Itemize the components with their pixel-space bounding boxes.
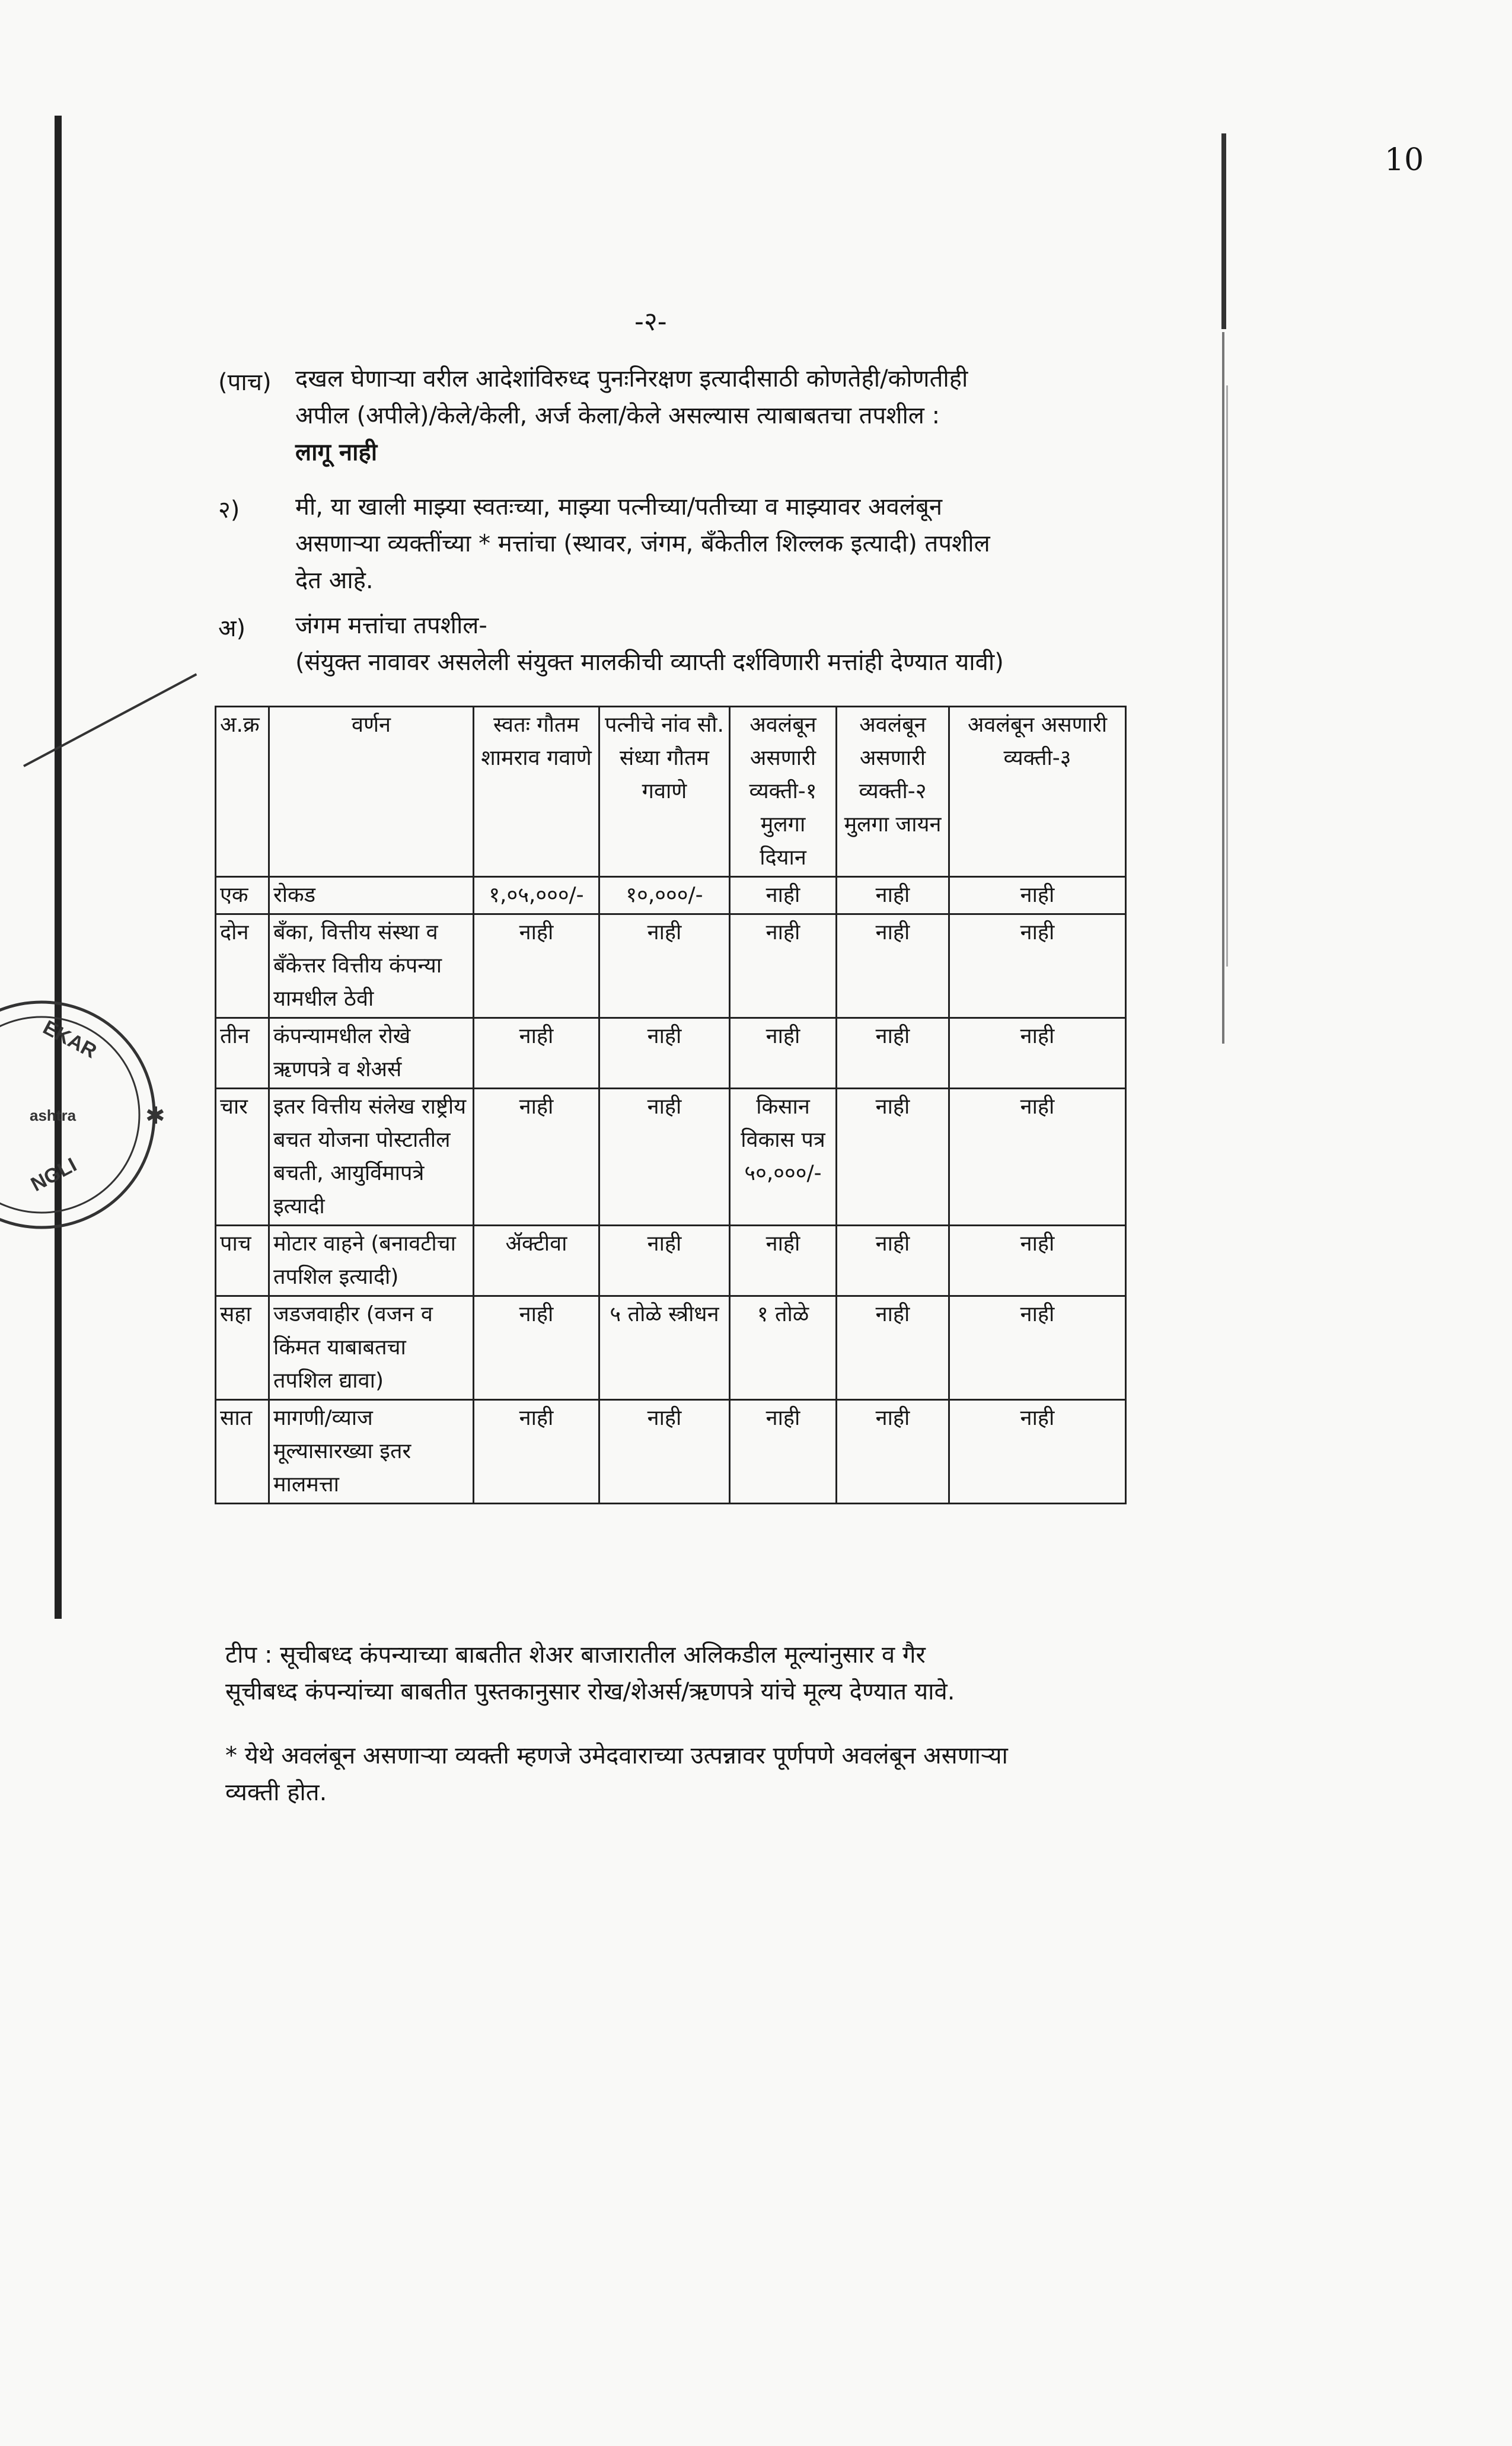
cell-serial: सात (216, 1400, 269, 1504)
cell-dependent-2: नाही (837, 1018, 949, 1089)
cell-serial: सहा (216, 1296, 269, 1400)
table-row (216, 877, 1126, 914)
cell-spouse: नाही (599, 1089, 730, 1226)
cell-dependent-1: किसान विकास पत्र ५०,०००/- (730, 1089, 837, 1226)
section-2-text (295, 489, 990, 599)
cell-dependent-2: नाही (837, 1226, 949, 1296)
cell-serial: चार (216, 1089, 269, 1226)
cell-dependent-1: नाही (730, 1226, 837, 1296)
svg-text:✱: ✱ (145, 1102, 165, 1130)
cell-dependent-3: नाही (949, 1296, 1126, 1400)
seal-text-bottom: NGLI (27, 1153, 81, 1197)
col-header-serial: अ.क्र (216, 707, 269, 877)
cell-serial: दोन (216, 914, 269, 1018)
cell-description: बँका, वित्तीय संस्था व बँकेत्तर वित्तीय कंपन्या यामधील ठेवी (269, 914, 474, 1018)
table-row (216, 1226, 1126, 1296)
cell-self: नाही (474, 1400, 599, 1504)
scan-edge-left (55, 116, 62, 1619)
seal-text-top: EKAR (39, 1016, 101, 1063)
cell-description: कंपन्यामधील रोखे ऋणपत्रे व शेअर्स (269, 1018, 474, 1089)
page-marker: -२- (634, 307, 667, 337)
section-paach-text (295, 361, 968, 471)
note-dependent-definition (225, 1737, 1127, 1811)
section-2-line-3: देत आहे. (295, 567, 374, 594)
note-dependent-line-2: व्यक्ती होत. (225, 1779, 327, 1806)
cell-dependent-2: नाही (837, 1089, 949, 1226)
col-header-self: स्वतः गौतम शामराव गवाणे (474, 707, 599, 877)
cell-description: जडजवाहीर (वजन व किंमत याबाबतचा तपशिल द्यावा) (269, 1296, 474, 1400)
page-number: 10 (1385, 142, 1424, 178)
table-row (216, 914, 1126, 1018)
cell-dependent-2: नाही (837, 877, 949, 914)
cell-spouse: नाही (599, 1400, 730, 1504)
note-dependent-line-1: * येथे अवलंबून असणाऱ्या व्यक्ती म्हणजे उमेदवाराच्या उत्पन्नावर पूर्णपणे अवलंबून असणाऱ्या (225, 1742, 1008, 1769)
table-row (216, 1018, 1126, 1089)
cell-dependent-3: नाही (949, 1226, 1126, 1296)
scan-edge-right-thin (1222, 332, 1224, 1044)
section-paach-line-1: दखल घेणाऱ्या वरील आदेशांविरुध्द पुनःनिरक्षण इत्यादीसाठी कोणतेही/कोणतीही (295, 365, 968, 393)
cell-self: ॲक्टीवा (474, 1226, 599, 1296)
note-tip-line-1: टीप : सूचीबध्द कंपन्याच्या बाबतीत शेअर बाजारातील अलिकडील मूल्यांनुसार व गैर (225, 1641, 926, 1669)
cell-description: मागणी/व्याज मूल्यासारख्या इतर मालमत्ता (269, 1400, 474, 1504)
cell-self: १,०५,०००/- (474, 877, 599, 914)
cell-dependent-3: नाही (949, 877, 1126, 914)
section-2-marker: २) (218, 496, 240, 524)
scan-edge-right-faint (1226, 385, 1228, 967)
cell-dependent-1: नाही (730, 914, 837, 1018)
cell-dependent-3: नाही (949, 1400, 1126, 1504)
col-header-dependent-2: अवलंबून असणारी व्यक्ती-२ मुलगा जायन (837, 707, 949, 877)
movable-assets-table (215, 706, 1127, 1504)
section-a-title: जंगम मत्तांचा तपशील- (295, 612, 487, 639)
cell-dependent-1: नाही (730, 877, 837, 914)
cell-spouse: नाही (599, 914, 730, 1018)
col-header-spouse: पत्नीचे नांव सौ. संध्या गौतम गवाणे (599, 707, 730, 877)
cell-dependent-3: नाही (949, 914, 1126, 1018)
scan-edge-right (1221, 133, 1226, 329)
col-header-dependent-1: अवलंबून असणारी व्यक्ती-१ मुलगा दियान (730, 707, 837, 877)
cell-description: मोटार वाहने (बनावटीचा तपशिल इत्यादी) (269, 1226, 474, 1296)
cell-self: नाही (474, 1089, 599, 1226)
note-tip-line-2: सूचीबध्द कंपन्यांच्या बाबतीत पुस्तकानुसार रोख/शेअर्स/ऋणपत्रे यांचे मूल्य देण्यात यावे. (225, 1678, 955, 1705)
section-2-line-2: असणाऱ्या व्यक्तींच्या * मत्तांचा (स्थावर, जंगम, बँकेतील शिल्लक इत्यादी) तपशील (295, 530, 990, 557)
cell-dependent-1: १ तोळे (730, 1296, 837, 1400)
cell-spouse: नाही (599, 1226, 730, 1296)
cell-dependent-1: नाही (730, 1018, 837, 1089)
table-row (216, 1296, 1126, 1400)
cell-dependent-2: नाही (837, 914, 949, 1018)
scan-diagonal-line (23, 673, 197, 767)
cell-self: नाही (474, 914, 599, 1018)
col-header-dependent-3: अवलंबून असणारी व्यक्ती-३ (949, 707, 1126, 877)
cell-dependent-1: नाही (730, 1400, 837, 1504)
note-tip (225, 1637, 1127, 1710)
cell-spouse: ५ तोळे स्त्रीधन (599, 1296, 730, 1400)
cell-self: नाही (474, 1296, 599, 1400)
table-header-row (216, 707, 1126, 877)
cell-dependent-2: नाही (837, 1296, 949, 1400)
col-header-description: वर्णन (269, 707, 474, 877)
cell-self: नाही (474, 1018, 599, 1089)
cell-dependent-2: नाही (837, 1400, 949, 1504)
section-paach-answer: लागू नाही (295, 439, 378, 466)
official-seal (18, 996, 165, 1233)
section-a-text (295, 607, 1004, 681)
cell-spouse: नाही (599, 1018, 730, 1089)
section-a-subtitle: (संयुक्त नावावर असलेली संयुक्त मालकीची व्याप्ती दर्शविणारी मत्तांही देण्यात यावी) (295, 649, 1004, 676)
section-a-marker: अ) (218, 615, 246, 642)
cell-serial: एक (216, 877, 269, 914)
cell-description: इतर वित्तीय संलेख राष्ट्रीय बचत योजना पोस्टातील बचती, आयुर्विमापत्रे इत्यादी (269, 1089, 474, 1226)
cell-description: रोकड (269, 877, 474, 914)
table-row (216, 1089, 1126, 1226)
section-paach-marker: (पाच) (218, 369, 272, 396)
section-paach-line-2: अपील (अपीले)/केले/केली, अर्ज केला/केले असल्यास त्याबाबतचा तपशील : (295, 402, 940, 429)
table-row (216, 1400, 1126, 1504)
seal-text-mid: ashtra (30, 1106, 76, 1124)
cell-serial: तीन (216, 1018, 269, 1089)
cell-dependent-3: नाही (949, 1018, 1126, 1089)
cell-serial: पाच (216, 1226, 269, 1296)
section-2-line-1: मी, या खाली माझ्या स्वतःच्या, माझ्या पत्नीच्या/पतीच्या व माझ्यावर अवलंबून (295, 493, 943, 521)
cell-spouse: १०,०००/- (599, 877, 730, 914)
cell-dependent-3: नाही (949, 1089, 1126, 1226)
